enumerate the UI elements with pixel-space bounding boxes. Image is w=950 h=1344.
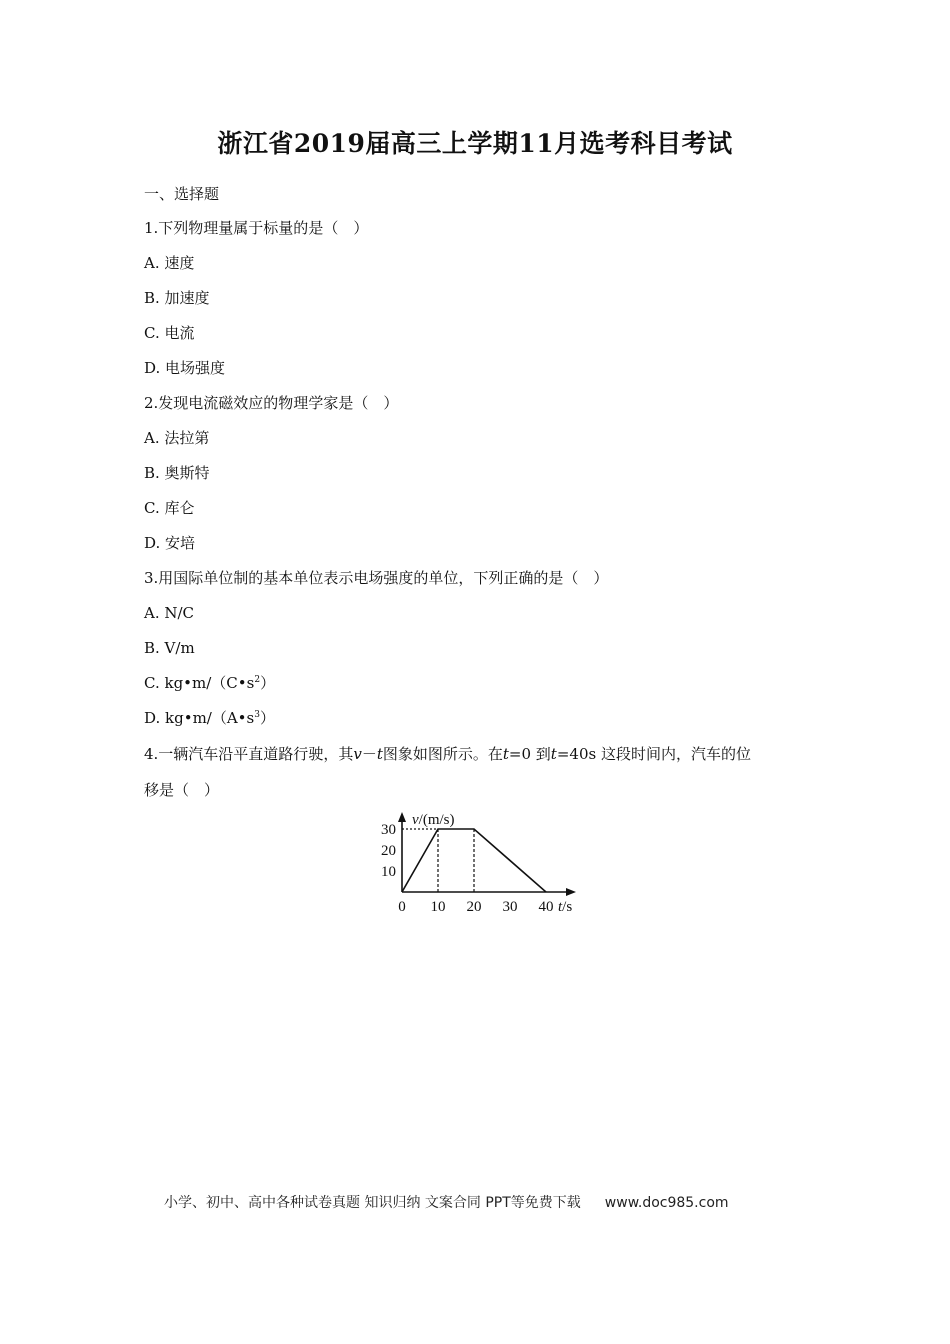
y-axis-label: v/(m/s) <box>412 812 455 828</box>
section-heading: 一、选择题 <box>144 185 220 203</box>
q1-stem: 1.下列物理量属于标量的是（ ） <box>144 219 369 237</box>
x-tick-label-0: 0 <box>398 899 406 915</box>
q3-option-d: D. $kg•m/(A•s^3)$ <box>144 709 275 727</box>
q3-stem: 3.用国际单位制的基本单位表示电场强度的单位，下列正确的是（ ） <box>144 569 609 587</box>
q3-option-c: C. $kg•m/(C•s^2)$ <box>144 674 276 692</box>
q1-option-d: D. 电场强度 <box>144 359 226 377</box>
q2-option-a: A. 法拉第 <box>144 429 210 447</box>
footer-text: 小学、初中、高中各种试卷真题 知识归纳 文案合同 PPT等免费下载 <box>164 1195 581 1211</box>
q4-stem-continued: 移是（ ） <box>144 781 220 799</box>
y-tick-label-30: 30 <box>381 822 396 838</box>
y-axis-arrow <box>398 812 406 822</box>
x-axis-label: t/s <box>558 899 573 915</box>
q1-option-c: C. 电流 <box>144 324 195 342</box>
x-axis-arrow <box>566 888 576 896</box>
page-title: 浙江省2019届高三上学期11月选考科目考试 <box>217 129 733 158</box>
x-tick-label-20: 20 <box>466 899 482 915</box>
q1-option-b: B. 加速度 <box>144 289 210 307</box>
q2-option-c: C. 库仑 <box>144 499 195 517</box>
vt-graph <box>368 810 588 920</box>
q2-stem: 2.发现电流磁效应的物理学家是（ ） <box>144 394 399 412</box>
q2-option-b: B. 奥斯特 <box>144 464 210 482</box>
footer <box>164 1192 729 1212</box>
footer-url[interactable]: www.doc985.com <box>604 1195 729 1211</box>
q1-option-a: A. 速度 <box>144 254 195 272</box>
q2-option-d: D. 安培 <box>144 534 196 552</box>
q4-stem: 4.一辆汽车沿平直道路行驶，其v－t图象如图所示。在t=0 到t=40s 这段时间内，汽车的位 <box>144 745 751 763</box>
y-tick-label-10: 10 <box>381 864 396 880</box>
x-tick-label-40: 40 <box>538 899 554 915</box>
q3-option-b: B. V/m <box>144 639 195 657</box>
y-tick-label-20: 20 <box>381 843 396 859</box>
q3-option-a: A. N/C <box>144 604 195 622</box>
x-tick-label-30: 30 <box>502 899 518 915</box>
x-tick-label-10: 10 <box>430 899 446 915</box>
